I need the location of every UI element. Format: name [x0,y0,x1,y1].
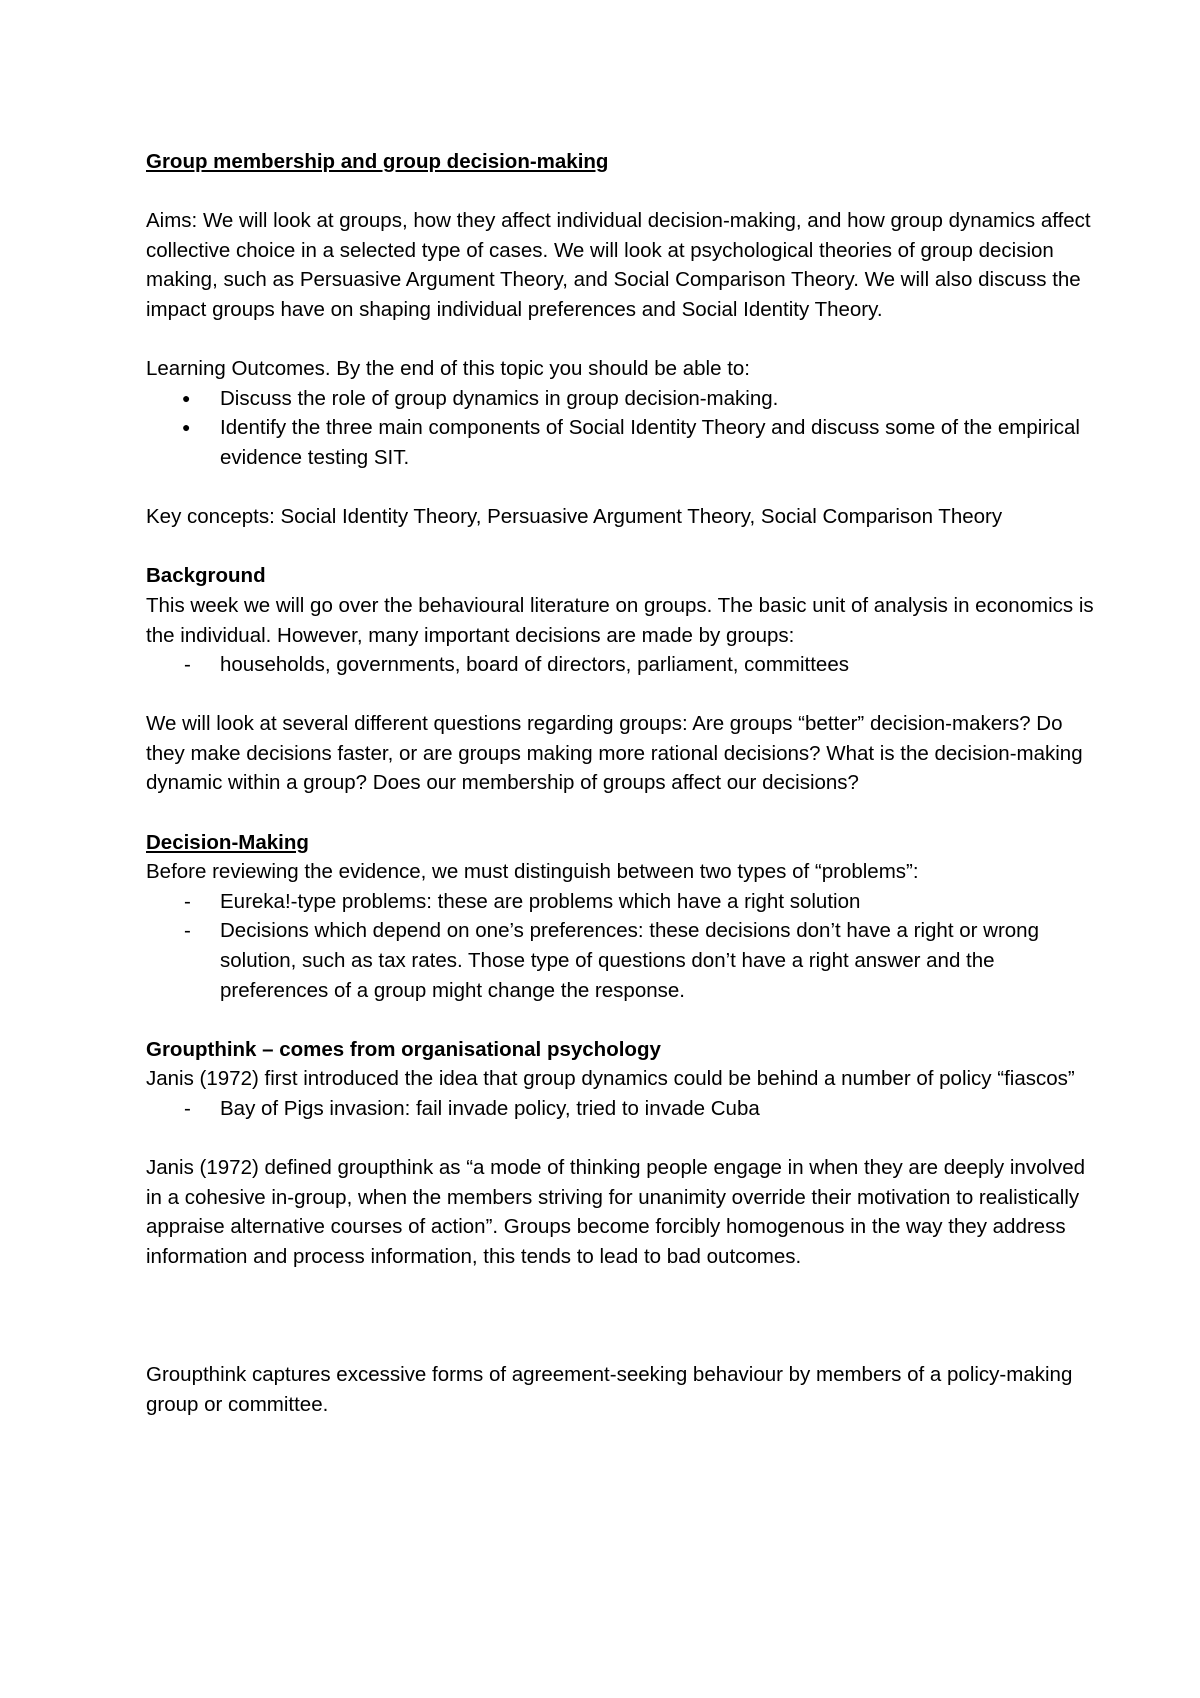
groupthink-paragraph: Janis (1972) first introduced the idea that group dynamics could be behind a number of policy “fiascos” [146,1067,1075,1091]
decision-making-heading: Decision-Making [146,830,309,854]
decision-making-paragraph: Before reviewing the evidence, we must distinguish between two types of “problems”: [146,860,919,884]
groupthink-list [146,1094,1096,1124]
learning-outcomes-intro: Learning Outcomes. By the end of this topic you should be able to: [146,357,750,381]
document-body [146,147,1096,1420]
groupthink-heading: Groupthink – comes from organisational psychology [146,1037,661,1061]
background-heading: Background [146,564,266,588]
list-item: - Eureka!-type problems: these are problems which have a right solution [146,887,1096,917]
aims-paragraph: Aims: We will look at groups, how they affect individual decision-making, and how group dynamics affect collective choice in a selected type of cases. We will look at psychological theories of group decision making, such as Persuasive Argument Theory, and Social Comparison Theory. We will also discuss the impact groups have on shaping individual preferences and Social Identity Theory. [146,209,1091,321]
list-item: - households, governments, board of directors, parliament, committees [146,650,1096,680]
key-concepts: Key concepts: Social Identity Theory, Persuasive Argument Theory, Social Comparison Theory [146,505,1003,529]
list-item: ● Identify the three main components of Social Identity Theory and discuss some of the empirical evidence testing SIT. [146,413,1096,472]
list-item: - Decisions which depend on one’s preferences: these decisions don’t have a right or wrong solution, such as tax rates. Those type of questions don’t have a right answer and the preferences of a group might change the response. [146,916,1096,1005]
groupthink-summary: Groupthink captures excessive forms of agreement-seeking behaviour by members of a policy-making group or committee. [146,1363,1073,1416]
document-title: Group membership and group decision-making [146,150,609,173]
questions-paragraph: We will look at several different questions regarding groups: Are groups “better” decision-makers? Do they make decisions faster, or are groups making more rational decisions? What is the decision-making dynamic within a group? Does our membership of groups affect our decisions? [146,712,1083,795]
background-paragraph: This week we will go over the behavioural literature on groups. The basic unit of analysis in economics is the individual. However, many important decisions are made by groups: [146,593,1094,647]
list-item: ● Discuss the role of group dynamics in group decision-making. [146,384,1096,414]
list-item: - Bay of Pigs invasion: fail invade policy, tried to invade Cuba [146,1094,1096,1124]
decision-making-list [146,887,1096,1005]
learning-outcomes-list [146,384,1096,473]
background-list [146,650,1096,680]
groupthink-definition: Janis (1972) defined groupthink as “a mode of thinking people engage in when they are deeply involved in a cohesive in-group, when the members striving for unanimity override their motivation to realistically appraise alternative courses of action”. Groups become forcibly homogenous in the way they address information and process information, this tends to lead to bad outcomes. [146,1156,1086,1268]
